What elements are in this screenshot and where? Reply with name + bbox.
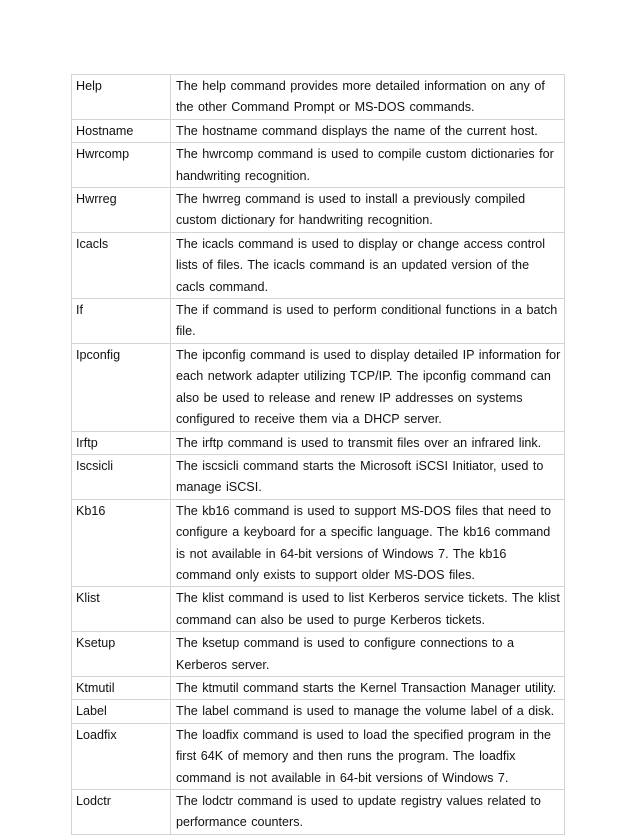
command-table — [71, 74, 565, 835]
table-row — [72, 431, 565, 454]
command-description: The klist command is used to list Kerberos service tickets. The klist command can also be used to purge Kerberos tickets. — [171, 587, 565, 632]
table-row — [72, 632, 565, 677]
command-table-body — [72, 75, 565, 835]
table-row — [72, 143, 565, 188]
command-description: The label command is used to manage the volume label of a disk. — [171, 700, 565, 723]
command-name: Klist — [72, 587, 171, 632]
table-row — [72, 676, 565, 699]
table-row — [72, 700, 565, 723]
command-description: The loadfix command is used to load the specified program in the first 64K of memory and then runs the program. The loadfix command is not available in 64-bit versions of Windows 7. — [171, 723, 565, 789]
table-row — [72, 723, 565, 789]
command-description: The lodctr command is used to update registry values related to performance counters. — [171, 790, 565, 835]
command-name: Ksetup — [72, 632, 171, 677]
command-name: If — [72, 299, 171, 344]
command-description: The hwrreg command is used to install a previously compiled custom dictionary for handwriting recognition. — [171, 188, 565, 233]
table-row — [72, 499, 565, 587]
command-description: The if command is used to perform conditional functions in a batch file. — [171, 299, 565, 344]
command-description: The ipconfig command is used to display detailed IP information for each network adapter utilizing TCP/IP. The ipconfig command can also be used to release and renew IP addresses on systems configured to receive them via a DHCP server. — [171, 343, 565, 431]
command-description: The icacls command is used to display or change access control lists of files. The icacls command is an updated version of the cacls command. — [171, 232, 565, 298]
command-name: Hwrreg — [72, 188, 171, 233]
command-description: The kb16 command is used to support MS-DOS files that need to configure a keyboard for a specific language. The kb16 command is not available in 64-bit versions of Windows 7. The kb16 command only exists to support older MS-DOS files. — [171, 499, 565, 587]
command-name: Ktmutil — [72, 676, 171, 699]
command-name: Hostname — [72, 119, 171, 142]
command-name: Hwrcomp — [72, 143, 171, 188]
command-name: Label — [72, 700, 171, 723]
command-name: Loadfix — [72, 723, 171, 789]
command-name: Kb16 — [72, 499, 171, 587]
table-row — [72, 75, 565, 120]
command-description: The iscsicli command starts the Microsoft iSCSI Initiator, used to manage iSCSI. — [171, 454, 565, 499]
command-name: Iscsicli — [72, 454, 171, 499]
command-description: The hostname command displays the name of the current host. — [171, 119, 565, 142]
command-name: Ipconfig — [72, 343, 171, 431]
command-name: Help — [72, 75, 171, 120]
table-row — [72, 790, 565, 835]
command-name: Irftp — [72, 431, 171, 454]
command-name: Icacls — [72, 232, 171, 298]
table-row — [72, 587, 565, 632]
command-name: Lodctr — [72, 790, 171, 835]
command-description: The hwrcomp command is used to compile custom dictionaries for handwriting recognition. — [171, 143, 565, 188]
command-description: The ktmutil command starts the Kernel Transaction Manager utility. — [171, 676, 565, 699]
command-description: The help command provides more detailed information on any of the other Command Prompt or MS-DOS commands. — [171, 75, 565, 120]
table-row — [72, 454, 565, 499]
table-row — [72, 188, 565, 233]
table-row — [72, 119, 565, 142]
command-description: The irftp command is used to transmit files over an infrared link. — [171, 431, 565, 454]
command-description: The ksetup command is used to configure connections to a Kerberos server. — [171, 632, 565, 677]
table-row — [72, 343, 565, 431]
table-row — [72, 232, 565, 298]
table-row — [72, 299, 565, 344]
